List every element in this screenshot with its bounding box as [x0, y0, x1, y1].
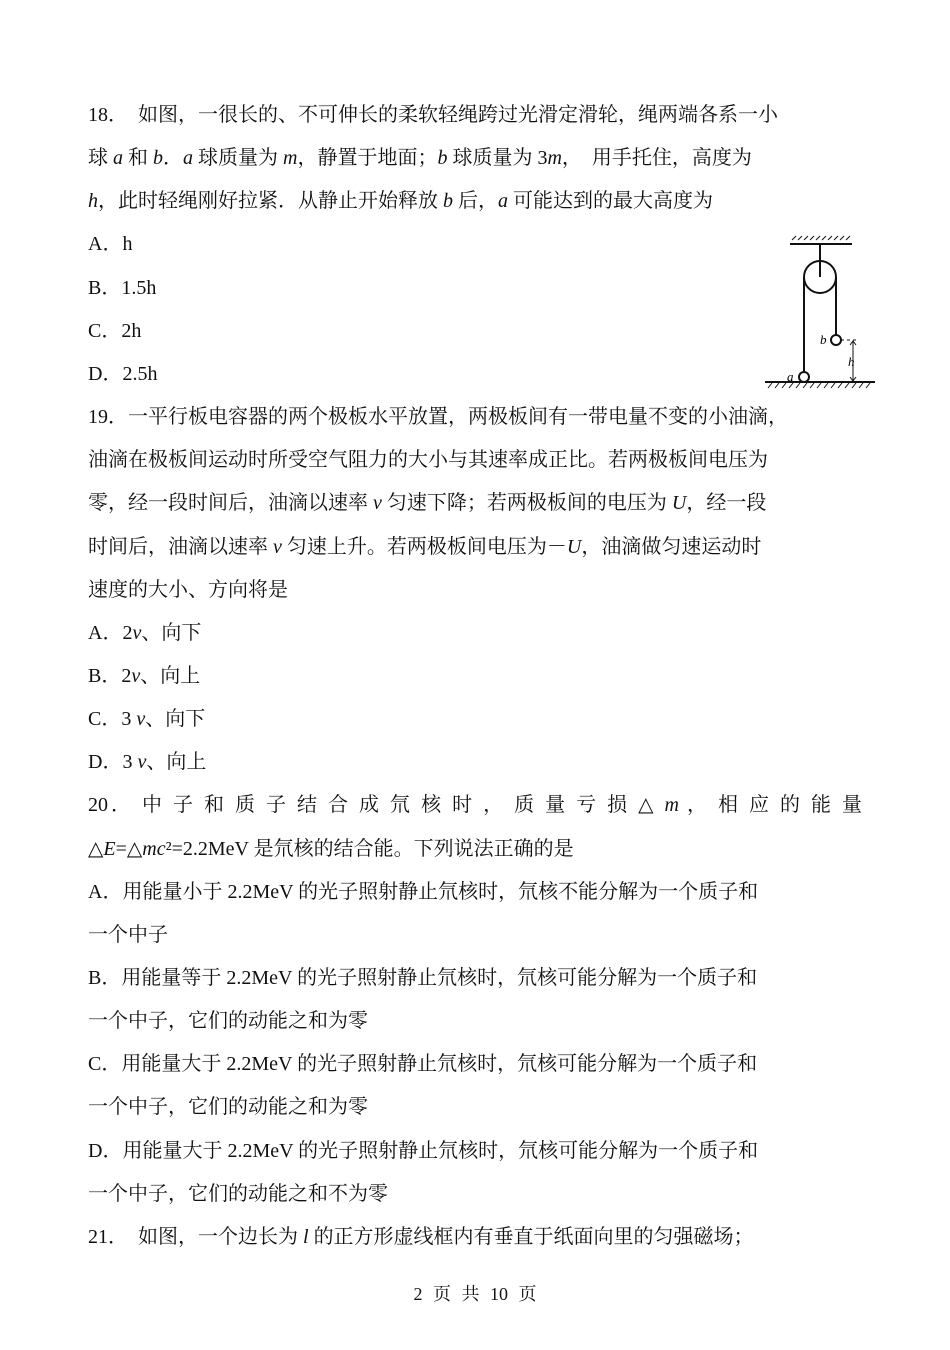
text-segment: 匀速上升。若两极板间电压为－	[281, 535, 567, 558]
text-line	[88, 704, 205, 734]
text-segment: 一个中子，它们的动能之和为零	[88, 1010, 368, 1033]
text-line	[88, 877, 758, 907]
text-line	[88, 402, 788, 432]
page-footer: 2 页 共 10 页	[413, 1284, 537, 1304]
text-line	[88, 186, 713, 216]
text-line	[88, 661, 200, 691]
text-segment: 、向下	[145, 708, 206, 731]
text-segment: D．2.5h	[88, 362, 158, 385]
text-segment: ，此时轻绳刚好拉紧．从静止开始释放	[98, 190, 443, 213]
text-line	[88, 532, 761, 562]
text-line	[88, 1006, 368, 1036]
text-segment: ²=2.2Me	[165, 837, 235, 860]
text-segment: 速度的大小、方向将是	[88, 578, 288, 601]
text-line	[88, 618, 201, 648]
text-line	[88, 747, 206, 777]
text-segment: C．3	[88, 708, 137, 731]
text-segment: 后，	[453, 190, 498, 213]
text-segment: C．用能量大于 2.2MeV 的光子照射静止氘核时，氘核可能分解为一个质子和	[88, 1053, 758, 1076]
text-segment: 零，经一段时间后，油滴以速率	[88, 492, 373, 515]
italic-variable: m	[547, 147, 562, 170]
text-segment: 油滴在极板间运动时所受空气阻力的大小与其速率成正比。若两极板间电压为	[88, 449, 768, 472]
text-segment: 可能达到的最大高度为	[508, 190, 713, 213]
text-segment: D．3	[88, 751, 138, 774]
text-segment: 时间后，油滴以速率	[88, 535, 273, 558]
text-segment: 球质量为	[193, 147, 283, 170]
text-segment: ， 相 应 的 能 量	[678, 794, 863, 817]
italic-variable: a	[498, 190, 508, 213]
text-line	[88, 1049, 757, 1079]
text-line	[88, 316, 141, 346]
text-line	[88, 229, 132, 259]
text-line	[88, 100, 778, 130]
text-segment: A．2	[88, 621, 133, 644]
text-segment: B．1.5h	[88, 276, 157, 299]
pulley-figure	[760, 235, 880, 395]
text-segment: 球	[88, 147, 113, 170]
text-line	[88, 963, 757, 993]
italic-variable: m	[664, 794, 679, 817]
text-segment: 的正方形虚线框内有垂直于纸面向里的匀强磁场；	[308, 1225, 754, 1248]
text-segment: 、向下	[141, 621, 202, 644]
label-b: b	[820, 332, 827, 347]
italic-variable: v	[273, 535, 282, 558]
text-segment: ，油滴做匀速运动时	[581, 535, 762, 558]
italic-variable: b	[437, 147, 448, 170]
text-segment: B．用能量等于 2.2MeV 的光子照射静止氘核时，氘核可能分解为一个质子和	[88, 967, 758, 989]
ball-b	[831, 335, 841, 345]
text-segment: 19．一平行板电容器的两个极板水平放置，两极板间有一带电量不变的小油滴，	[88, 406, 788, 429]
italic-variable: a	[113, 147, 123, 170]
italic-variable: U	[671, 492, 687, 515]
text-segment: 18． 如图，一很长的、不可伸长的柔软轻绳跨过光滑定滑轮，绳两端各系一小	[88, 104, 778, 126]
text-segment: B．2	[88, 664, 132, 687]
ball-a	[799, 372, 809, 382]
text-segment: =△	[115, 837, 143, 860]
text-line	[88, 1179, 388, 1209]
text-line	[88, 359, 157, 389]
text-segment: △	[88, 837, 104, 860]
italic-variable: h	[88, 190, 98, 213]
italic-variable: U	[566, 535, 582, 558]
text-segment: C．2h	[88, 319, 142, 342]
text-line	[88, 488, 766, 518]
text-line	[88, 445, 768, 475]
text-line	[88, 920, 168, 950]
text-line	[88, 273, 156, 303]
text-segment: 一个中子，它们的动能之和为零	[88, 1096, 368, 1119]
italic-variable: v	[137, 751, 147, 774]
label-a: a	[787, 369, 794, 384]
text-segment: D．用能量大于 2.2MeV 的光子照射静止氘核时，氘核可能分解为一个质子和	[88, 1139, 759, 1162]
text-segment: ，静置于地面；	[297, 147, 438, 170]
italic-variable: m	[283, 147, 298, 170]
italic-variable: v	[131, 664, 141, 687]
text-line	[88, 575, 288, 605]
text-line	[88, 834, 574, 864]
text-line	[88, 1092, 368, 1122]
text-segment: 一个中子，它们的动能之和不为零	[88, 1182, 388, 1205]
text-line	[88, 1222, 754, 1252]
italic-variable: b	[443, 190, 453, 213]
italic-variable: v	[132, 621, 142, 644]
italic-variable: mc	[142, 837, 166, 860]
italic-variable: E	[103, 837, 116, 860]
text-line	[88, 143, 752, 173]
italic-variable: l	[303, 1225, 309, 1248]
italic-variable: v	[373, 492, 382, 515]
text-segment: 球质量为 3	[447, 147, 548, 170]
text-segment: 匀速下降；若两极板间的电压为	[381, 492, 672, 515]
text-segment: ，经一段	[686, 492, 767, 515]
text-segment: 和	[123, 147, 153, 170]
text-segment: A．用能量小于 2.2MeV 的光子照射静止氘核时，氘核不能分解为一个质子和	[88, 880, 759, 903]
text-segment: ．	[163, 147, 183, 170]
text-segment: 、向上	[146, 751, 207, 774]
text-segment: 21． 如图，一个边长为	[88, 1225, 303, 1248]
text-segment: 20． 中 子 和 质 子 结 合 成 氘 核 时 ， 质 量 亏 损 △	[88, 794, 665, 817]
italic-variable: v	[136, 708, 146, 731]
italic-variable: a	[183, 147, 193, 170]
italic-variable: b	[153, 147, 163, 170]
text-segment: 一个中子	[88, 923, 168, 946]
text-segment: V 是氘核的结合能。下列说法正确的是	[234, 837, 574, 860]
text-line	[88, 790, 862, 820]
label-h: h	[848, 354, 855, 369]
text-segment: ， 用手托住，高度为	[561, 147, 752, 170]
text-segment: 、向上	[140, 664, 201, 687]
text-segment: A．h	[88, 233, 133, 256]
text-line	[88, 1136, 758, 1166]
